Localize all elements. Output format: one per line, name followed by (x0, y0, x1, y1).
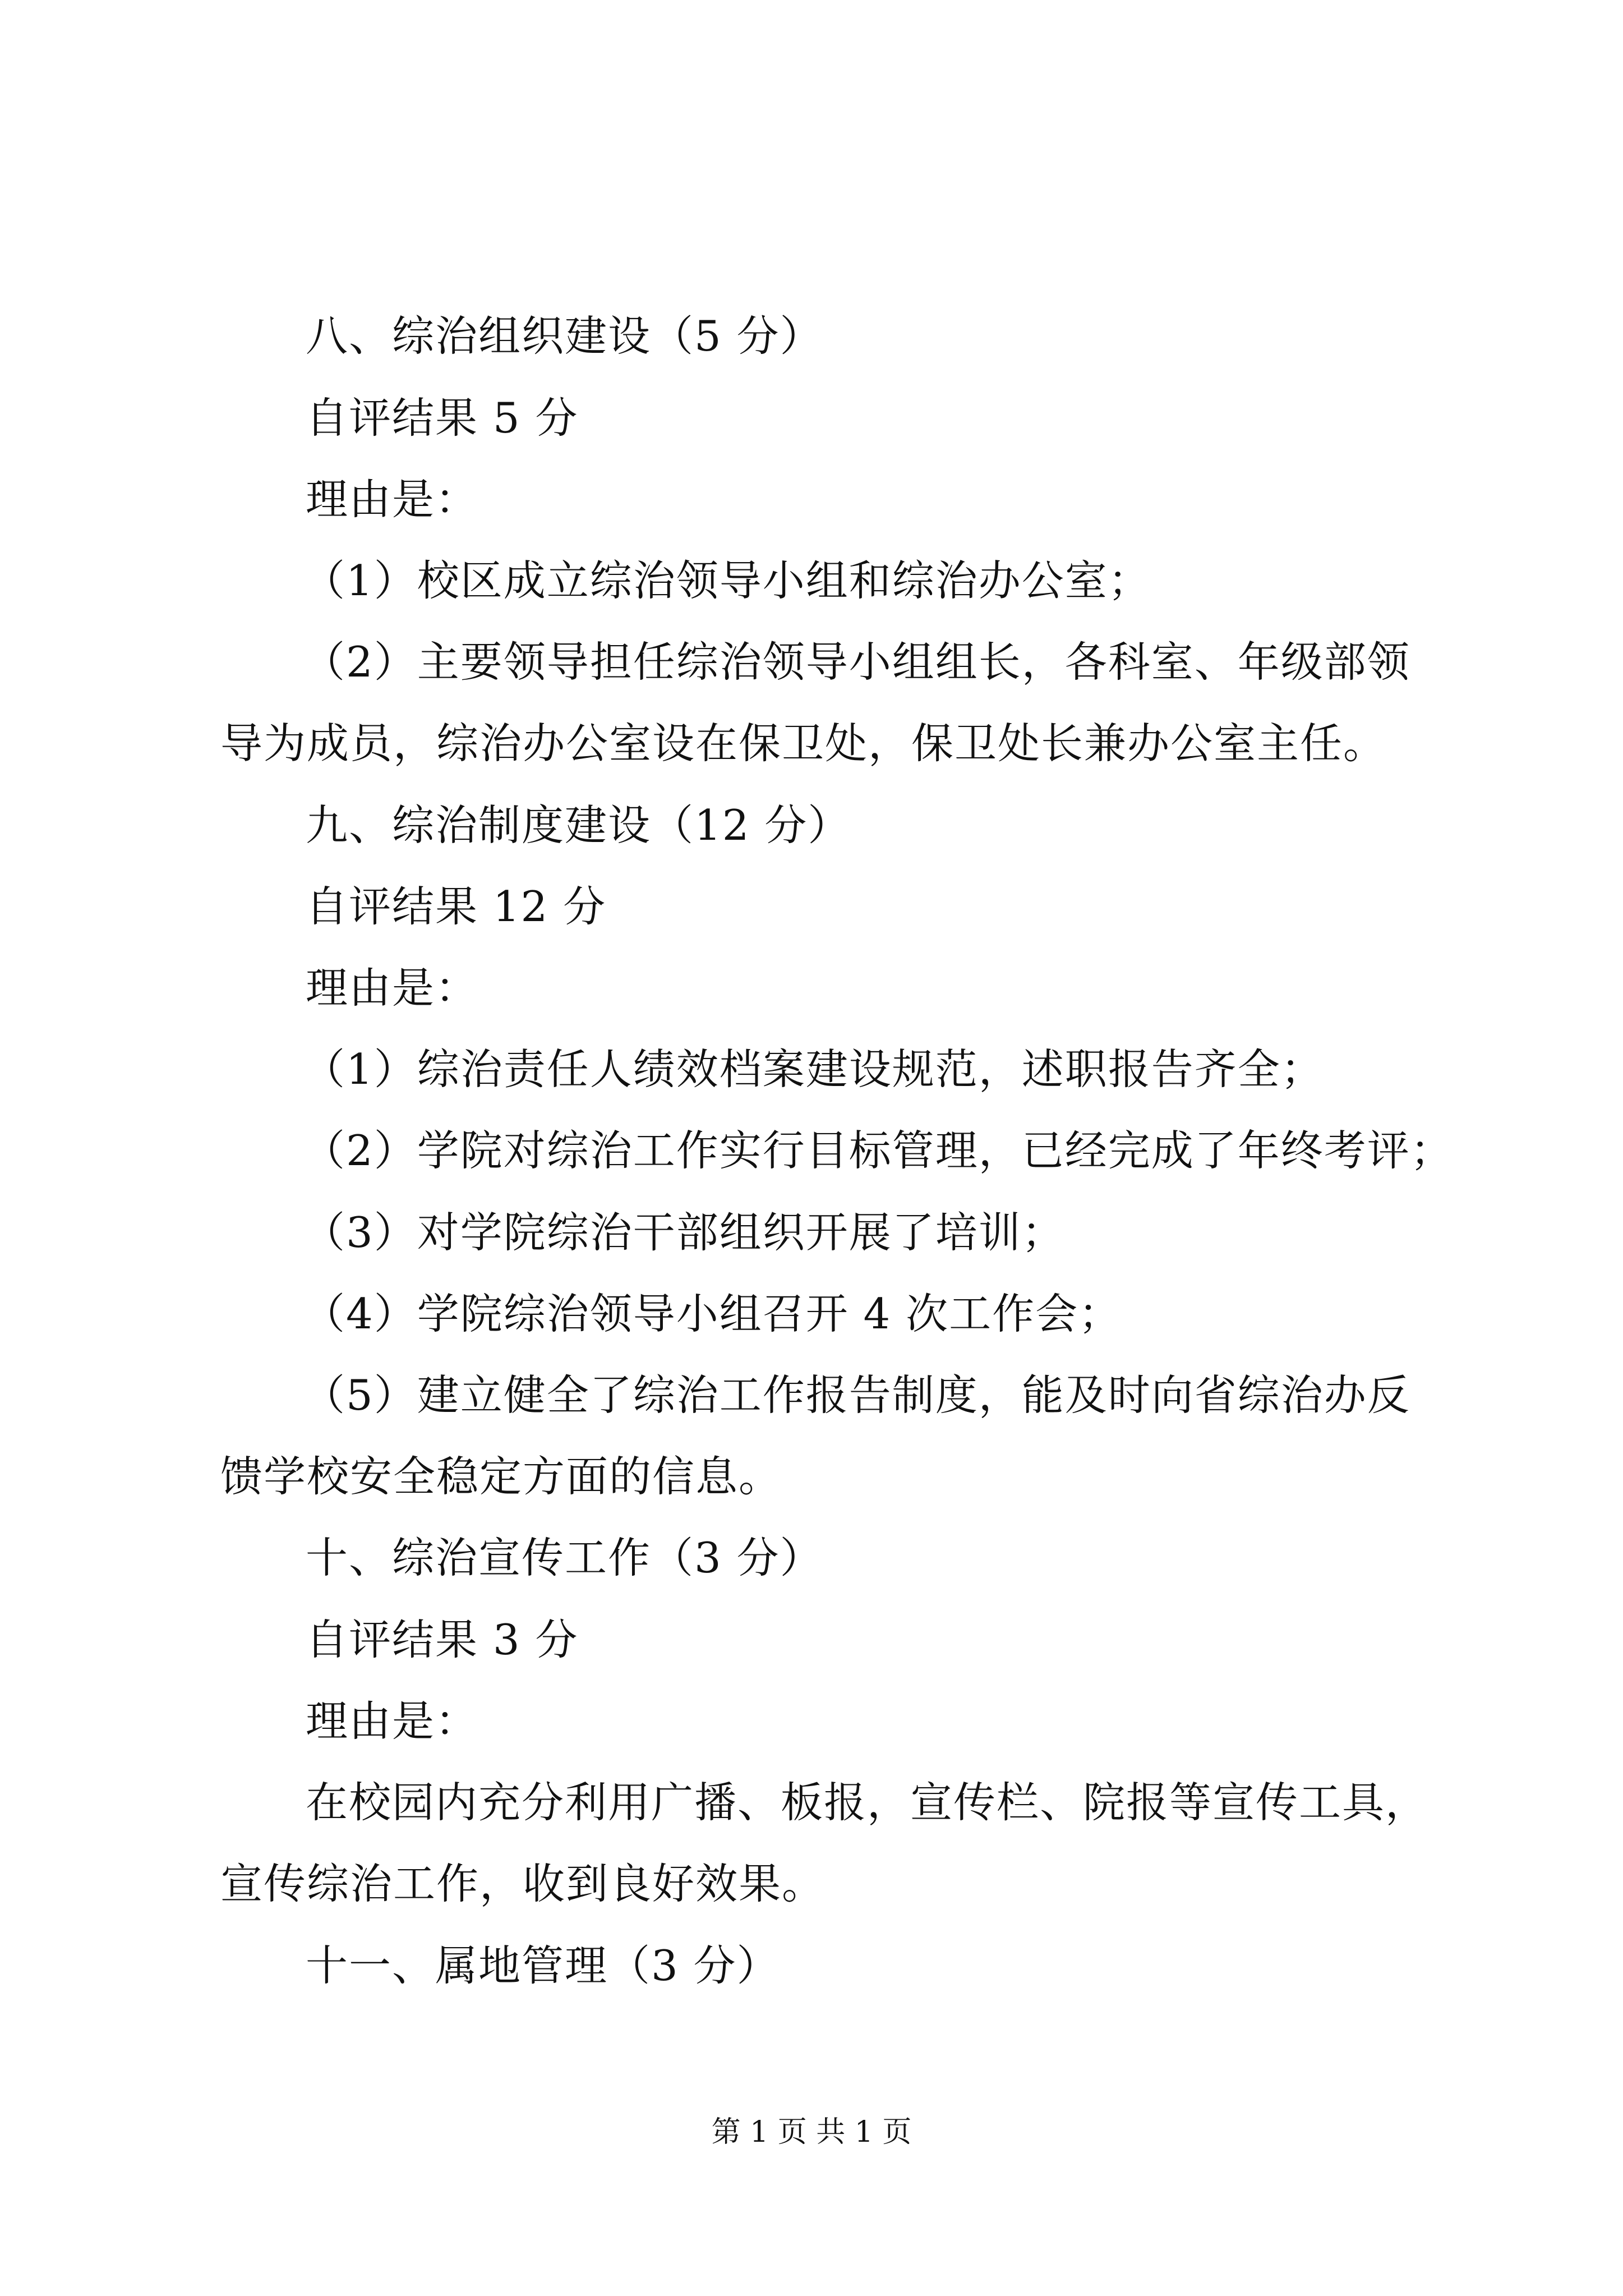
reason-item: （4）学院综治领导小组召开 4 次工作会； (303, 1289, 1122, 1338)
section-heading-9: 九、综治制度建设（12 分） (306, 800, 851, 850)
reason-item-continued: 导为成员，综治办公室设在保卫处，保卫处长兼办公室主任。 (220, 719, 1387, 768)
section-heading-10: 十、综治宣传工作（3 分） (306, 1533, 823, 1582)
section-heading-11: 十一、属地管理（3 分） (306, 1941, 780, 1990)
reason-label: 理由是： (306, 963, 479, 1013)
reason-item: （3）对学院综治干部组织开展了培训； (303, 1208, 1065, 1257)
reason-label: 理由是： (306, 1696, 479, 1746)
self-score-10: 自评结果 3 分 (306, 1615, 579, 1664)
self-score-9: 自评结果 12 分 (306, 882, 607, 931)
reason-item: （1）综治责任人绩效档案建设规范，述职报告齐全； (303, 1045, 1324, 1094)
reason-paragraph: 在校园内充分利用广播、板报，宣传栏、院报等宣传工具， (306, 1778, 1429, 1827)
reason-item: （2）主要领导担任综治领导小组组长，各科室、年级部领 (303, 637, 1410, 687)
reason-item-continued: 馈学校安全稳定方面的信息。 (220, 1452, 782, 1501)
section-heading-8: 八、综治组织建设（5 分） (306, 311, 823, 361)
reason-item: （2）学院对综治工作实行目标管理，已经完成了年终考评； (303, 1126, 1454, 1175)
self-score-8: 自评结果 5 分 (306, 393, 579, 443)
reason-paragraph-continued: 宣传综治工作，收到良好效果。 (220, 1859, 826, 1908)
reason-item: （5）建立健全了综治工作报告制度，能及时向省综治办反 (303, 1370, 1410, 1420)
page-footer: 第 1 页 共 1 页 (711, 2115, 912, 2149)
reason-label: 理由是： (306, 475, 479, 524)
reason-item: （1）校区成立综治领导小组和综治办公室； (303, 556, 1151, 605)
